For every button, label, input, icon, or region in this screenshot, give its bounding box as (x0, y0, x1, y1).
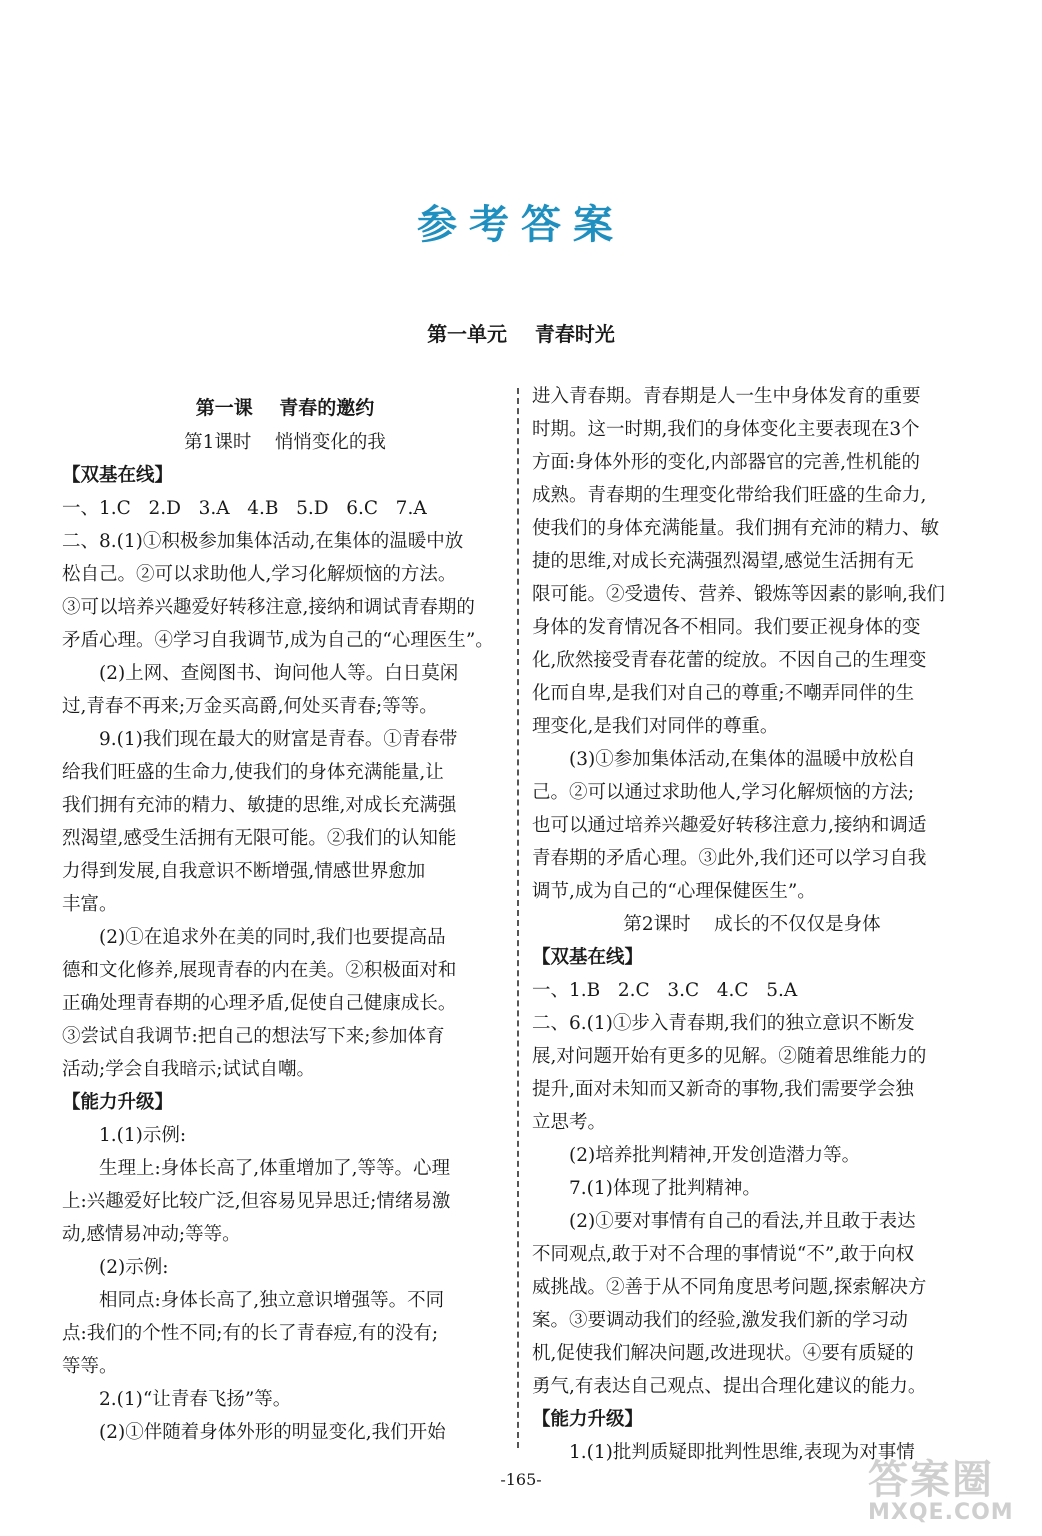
answer-line: 己。②可以通过求助他人,学习化解烦恼的方法; (532, 782, 915, 803)
answer-line: 2.(1)“让青春飞扬”等。 (99, 1389, 292, 1410)
answer-line: 活动;学会自我暗示;试试自嘲。 (62, 1059, 315, 1080)
answer-line: (3)①参加集体活动,在集体的温暖中放松自 (569, 749, 916, 770)
answer-line: 化,欣然接受青春花蕾的绽放。不因自己的生理变 (532, 650, 927, 671)
answer-line: 成熟。青春期的生理变化带给我们旺盛的生命力, (532, 485, 927, 506)
answer-line: 9.(1)我们现在最大的财富是青春。①青春带 (99, 729, 458, 750)
answer-line: 使我们的身体充满能量。我们拥有充沛的精力、敏 (532, 518, 940, 539)
column-divider (517, 388, 519, 1448)
answer-line: 正确处理青春期的心理矛盾,促使自己健康成长。 (62, 993, 457, 1014)
answer-line: 上:兴趣爱好比较广泛,但容易见异思迁;情绪易激 (62, 1191, 451, 1212)
answer-line: 化而自卑,是我们对自己的尊重;不嘲弄同伴的生 (532, 683, 915, 704)
answer-line: (2)①伴随着身体外形的明显变化,我们开始 (99, 1422, 446, 1443)
answer-line: 时期。这一时期,我们的身体变化主要表现在3个 (532, 419, 920, 440)
answer-line: (2)①要对事情有自己的看法,并且敢于表达 (569, 1211, 916, 1232)
answer-line: 案。③要调动我们的经验,激发我们新的学习动 (532, 1310, 908, 1331)
answer-line: 调节,成为自己的“心理保健医生”。 (532, 881, 816, 902)
answer-line: 展,对问题开始有更多的见解。②随着思维能力的 (532, 1046, 927, 1067)
answer-line: 过,青春不再来;万金买高爵,何处买青春;等等。 (62, 696, 438, 717)
period-title: 第2课时 成长的不仅仅是身体 (623, 914, 881, 935)
answer-line: 丰富。 (62, 894, 118, 915)
lesson-title: 第一课 青春的邀约 (195, 397, 375, 419)
answer-line: (2)培养批判精神,开发创造潜力等。 (569, 1145, 861, 1166)
answer-line: 进入青春期。青春期是人一生中身体发育的重要 (532, 386, 921, 407)
period-title: 第1课时 悄悄变化的我 (184, 432, 386, 453)
page-title: 参考答案 (417, 201, 625, 248)
answer-line: ③尝试自我调节:把自己的想法写下来;参加体育 (62, 1026, 445, 1047)
answer-line: 二、6.(1)①步入青春期,我们的独立意识不断发 (532, 1013, 915, 1034)
answer-line: 相同点:身体长高了,独立意识增强等。不同 (99, 1290, 445, 1311)
answer-line: 力得到发展,自我意识不断增强,情感世界愈加 (62, 861, 426, 882)
answer-line: (2)上网、查阅图书、询问他人等。白日莫闲 (99, 663, 459, 684)
answer-line: 1.(1)批判质疑即批判性思维,表现为对事情 (569, 1442, 915, 1463)
answer-line: 限可能。②受遗传、营养、锻炼等因素的影响,我们 (532, 584, 945, 605)
answer-line: 理变化,是我们对同伴的尊重。 (532, 716, 779, 737)
answer-line: 点:我们的个性不同;有的长了青春痘,有的没有; (62, 1323, 439, 1344)
answer-line: ③可以培养兴趣爱好转移注意,接纳和调试青春期的 (62, 597, 475, 618)
watermark-url: MXQE.COM (868, 1500, 1014, 1525)
answer-line: 1.(1)示例: (99, 1125, 187, 1146)
answer-line: 生理上:身体长高了,体重增加了,等等。心理 (99, 1158, 450, 1179)
answer-line: 身体的发育情况各不相同。我们要正视身体的变 (532, 617, 921, 638)
answer-line: 方面:身体外形的变化,内部器官的完善,性机能的 (532, 452, 920, 473)
answer-line: 二、8.(1)①积极参加集体活动,在集体的温暖中放 (62, 531, 464, 552)
answer-line: 提升,面对未知而又新奇的事物,我们需要学会独 (532, 1079, 914, 1100)
watermark-text: 答案圈 (868, 1457, 994, 1503)
section-header: 【双基在线】 (532, 947, 644, 968)
answer-line: 烈渴望,感受生活拥有无限可能。②我们的认知能 (62, 828, 457, 849)
answer-line: 勇气,有表达自己观点、提出合理化建议的能力。 (532, 1376, 927, 1397)
answer-line: 动,感情易冲动;等等。 (62, 1224, 241, 1245)
answer-line: 我们拥有充沛的精力、敏捷的思维,对成长充满强 (62, 795, 457, 816)
answer-line: 给我们旺盛的生命力,使我们的身体充满能量,让 (62, 762, 444, 783)
answer-line: 不同观点,敢于对不合理的事情说“不”,敢于向权 (532, 1244, 915, 1265)
answer-line: 一、1.C 2.D 3.A 4.B 5.D 6.C 7.A (62, 498, 427, 519)
answer-line: 青春期的矛盾心理。③此外,我们还可以学习自我 (532, 848, 927, 869)
answer-line: 一、1.B 2.C 3.C 4.C 5.A (532, 980, 798, 1001)
answer-line: 德和文化修养,展现青春的内在美。②积极面对和 (62, 960, 457, 981)
section-header: 【能力升级】 (532, 1409, 644, 1430)
section-header: 【双基在线】 (62, 465, 174, 486)
answer-line: 7.(1)体现了批判精神。 (569, 1178, 761, 1199)
answer-line: (2)①在追求外在美的同时,我们也要提高品 (99, 927, 446, 948)
answer-line: 捷的思维,对成长充满强烈渴望,感觉生活拥有无 (532, 551, 914, 572)
answer-line: 立思考。 (532, 1112, 607, 1133)
answer-line: 机,促使我们解决问题,改进现状。④要有质疑的 (532, 1343, 914, 1364)
answer-line: 松自己。②可以求助他人,学习化解烦恼的方法。 (62, 564, 457, 585)
left-column (62, 382, 508, 1449)
answer-line: (2)示例: (99, 1257, 169, 1278)
answer-line: 等等。 (62, 1356, 118, 1377)
page-number: -165- (500, 1470, 542, 1489)
answer-line: 威挑战。②善于从不同角度思考问题,探索解决方 (532, 1277, 927, 1298)
answer-line: 也可以通过培养兴趣爱好转移注意力,接纳和调适 (532, 815, 927, 836)
right-column (532, 380, 972, 1469)
unit-title: 第一单元 青春时光 (427, 322, 615, 346)
section-header: 【能力升级】 (62, 1092, 174, 1113)
answer-line: 矛盾心理。④学习自我调节,成为自己的“心理医生”。 (62, 630, 494, 651)
watermark-logo (868, 1448, 1036, 1530)
